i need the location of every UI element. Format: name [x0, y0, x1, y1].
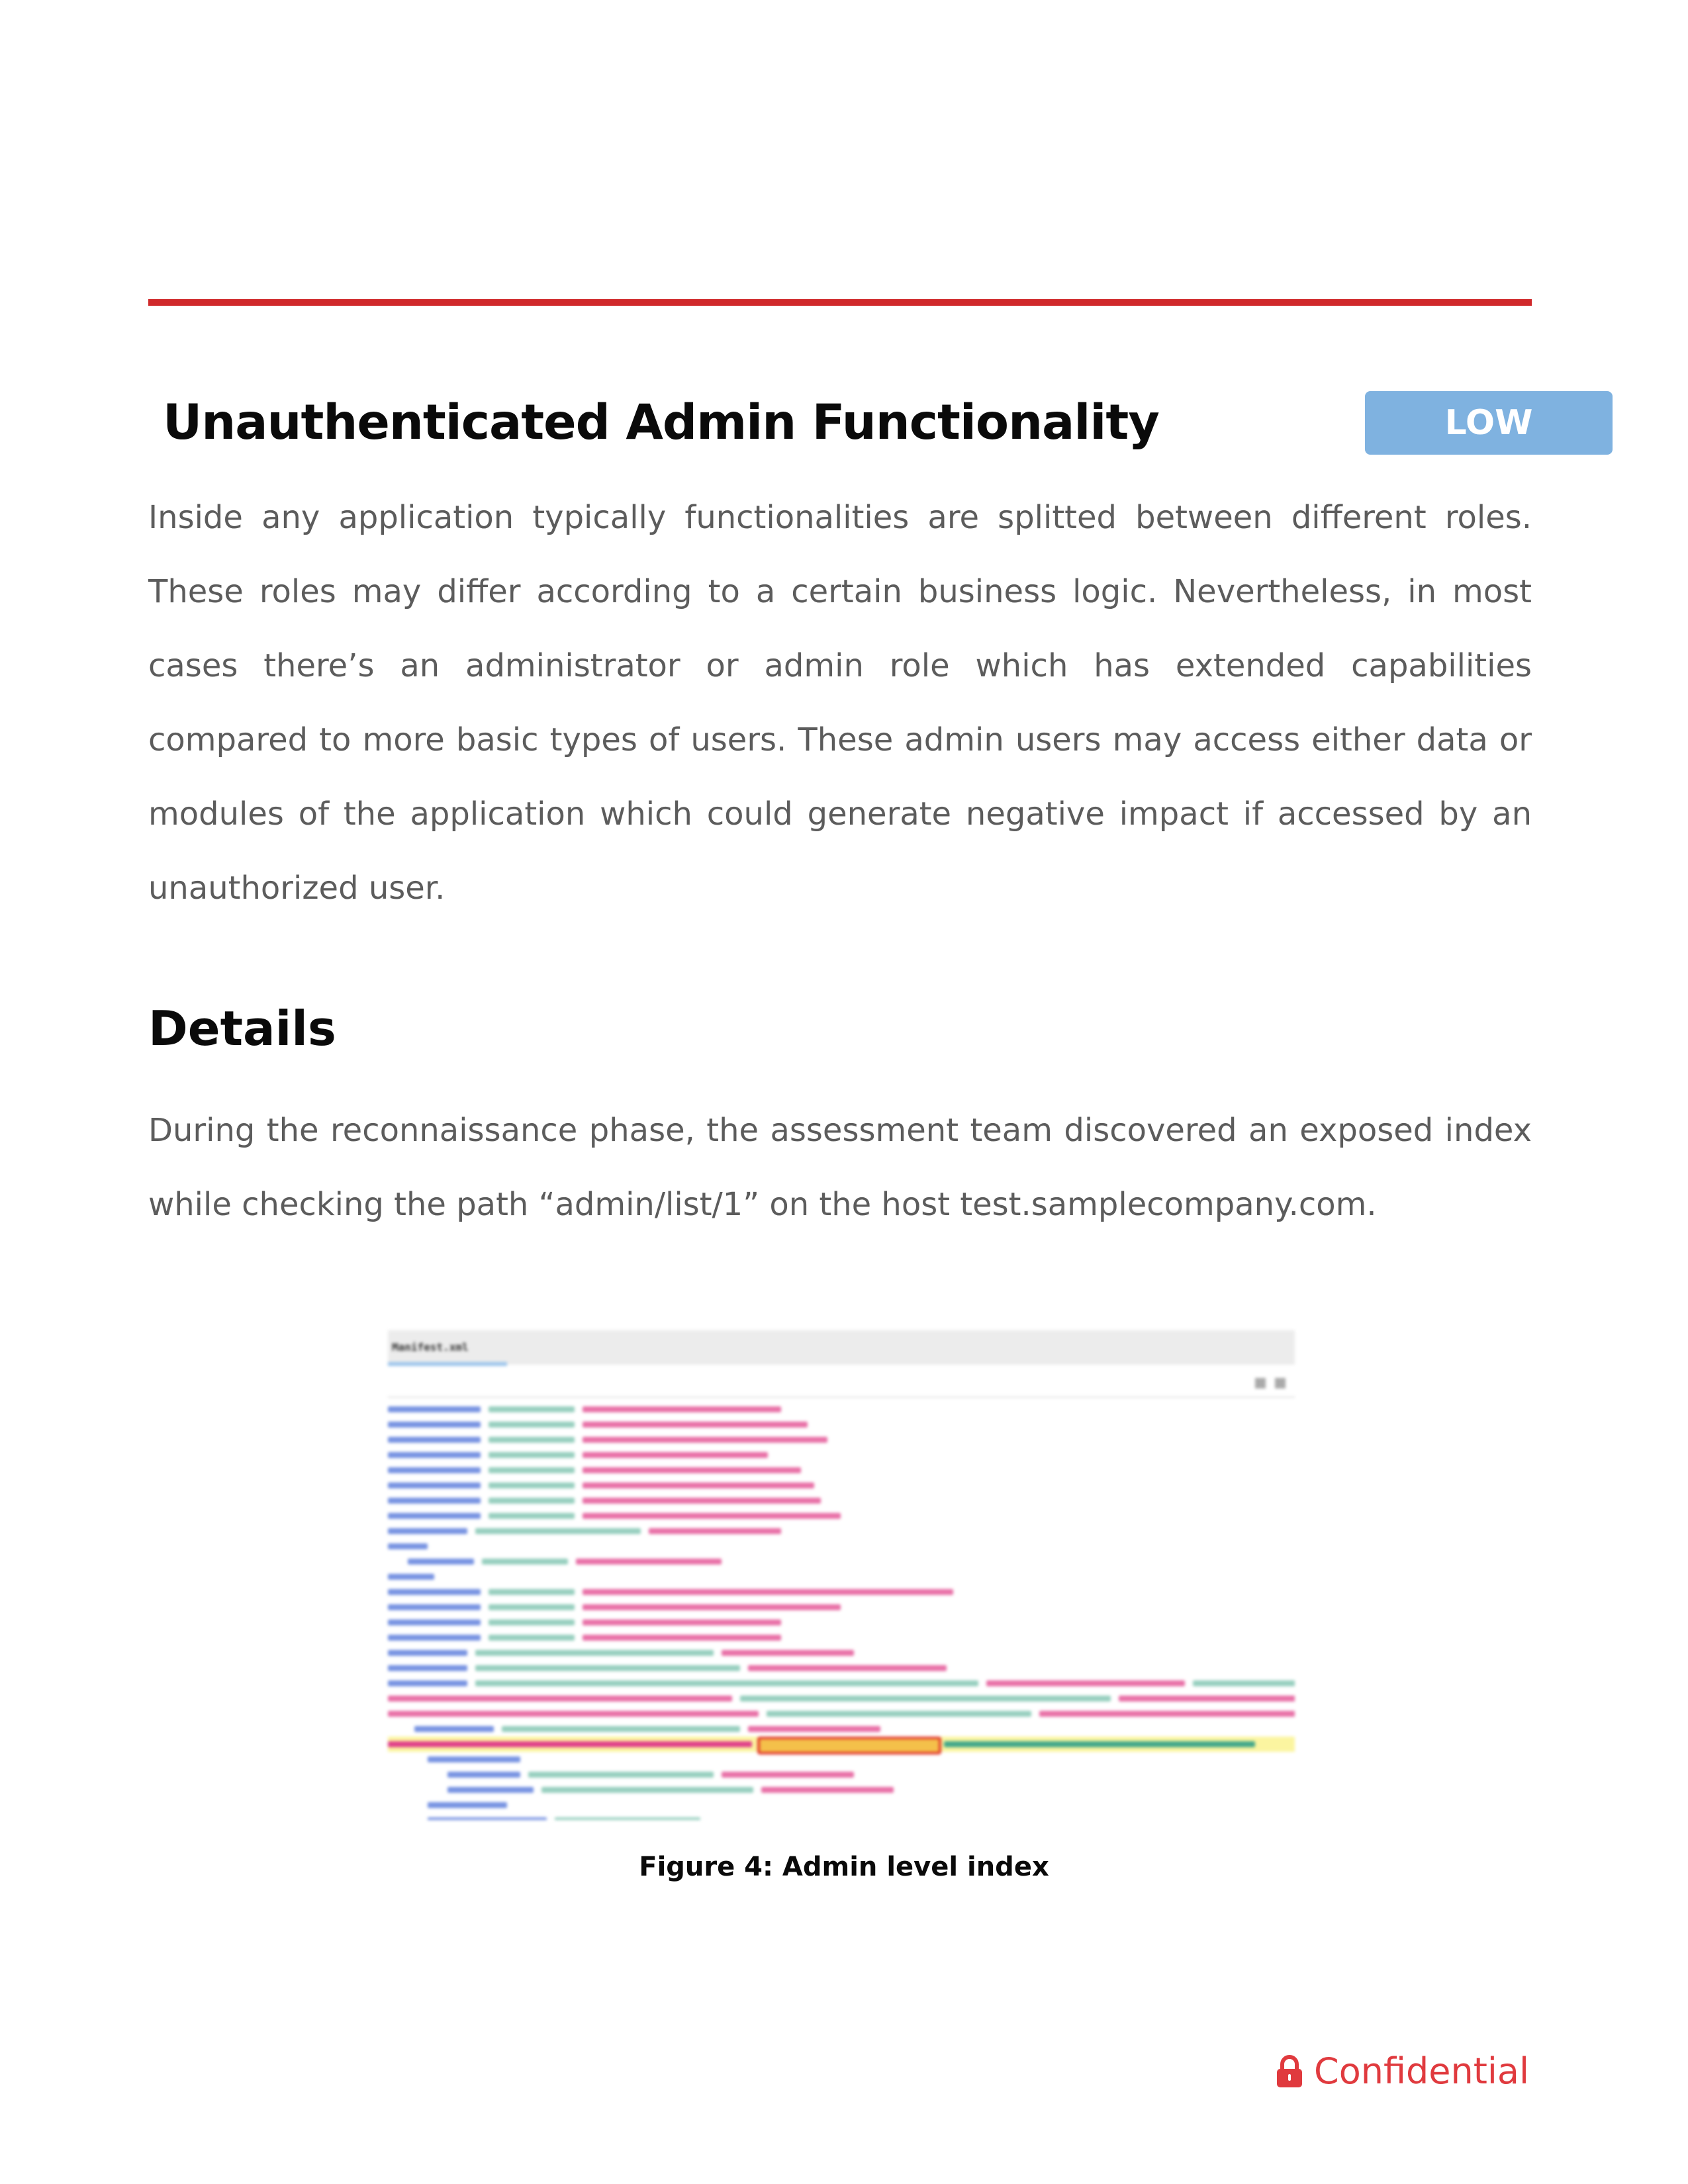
code-line	[388, 1767, 1295, 1782]
code-line	[388, 1706, 1295, 1721]
code-token	[489, 1635, 575, 1641]
code-token	[388, 1543, 428, 1549]
code-token	[475, 1665, 740, 1671]
code-token	[388, 1619, 481, 1625]
confidential-label: Confidential	[1314, 2050, 1529, 2092]
toolbar-icon	[1275, 1378, 1286, 1388]
code-token	[388, 1467, 481, 1473]
code-token	[1039, 1711, 1295, 1717]
code-line	[388, 1752, 1295, 1767]
code-token	[388, 1680, 467, 1686]
code-token	[489, 1513, 575, 1519]
code-token	[1119, 1696, 1295, 1702]
code-line	[388, 1691, 1295, 1706]
code-token	[583, 1589, 953, 1595]
active-tab-indicator	[388, 1362, 507, 1366]
code-token	[583, 1498, 821, 1504]
code-line	[388, 1493, 1295, 1508]
code-listing	[388, 1402, 1295, 1820]
code-token	[475, 1650, 714, 1656]
intro-paragraph: Inside any application typically functionalities are splitted between different roles. These roles may differ according to a certain business logic. Nevertheless, in most cases there’s an administrator or admin role which has extended capabilities compared to more basic types of users. These admin users may access either data or modules of the application which could generate negative impact if accessed by an unauthorized user.	[148, 499, 1532, 907]
editor-tab-bar	[388, 1330, 1295, 1365]
editor-toolbar	[388, 1370, 1295, 1398]
code-token	[748, 1665, 947, 1671]
code-token	[583, 1467, 801, 1473]
code-token	[489, 1467, 575, 1473]
code-token	[489, 1452, 575, 1458]
code-token	[489, 1498, 575, 1504]
lock-icon	[1276, 2054, 1303, 2089]
code-line	[388, 1524, 1295, 1539]
code-token	[388, 1513, 481, 1519]
code-token	[583, 1619, 781, 1625]
code-token	[388, 1437, 481, 1443]
code-token	[1193, 1680, 1295, 1686]
code-token	[489, 1482, 575, 1488]
code-line	[388, 1721, 1295, 1737]
code-token	[388, 1665, 467, 1671]
code-line	[388, 1554, 1295, 1569]
code-line	[388, 1813, 1295, 1820]
code-line	[388, 1797, 1295, 1813]
code-token	[428, 1817, 547, 1820]
code-token	[388, 1422, 481, 1428]
code-line	[388, 1417, 1295, 1432]
code-token	[489, 1406, 575, 1412]
code-line	[388, 1432, 1295, 1447]
code-token	[388, 1635, 481, 1641]
code-token	[986, 1680, 1185, 1686]
code-token	[583, 1604, 841, 1610]
code-token	[447, 1787, 534, 1793]
code-token	[482, 1559, 568, 1565]
code-token	[583, 1406, 781, 1412]
code-token	[489, 1422, 575, 1428]
code-line	[388, 1661, 1295, 1676]
footer	[1276, 2050, 1529, 2092]
code-token	[649, 1528, 781, 1534]
code-token	[722, 1772, 854, 1778]
code-token	[944, 1741, 1255, 1747]
code-token	[722, 1650, 854, 1656]
code-token	[388, 1589, 481, 1595]
code-token	[489, 1619, 575, 1625]
code-token	[408, 1559, 474, 1565]
code-token	[583, 1482, 814, 1488]
code-line	[388, 1402, 1295, 1417]
code-token	[748, 1726, 880, 1732]
code-line	[388, 1782, 1295, 1797]
code-line	[388, 1508, 1295, 1524]
code-token	[489, 1589, 575, 1595]
code-token	[502, 1726, 740, 1732]
admin-index-screenshot	[388, 1330, 1295, 1820]
code-token	[388, 1452, 481, 1458]
code-token	[583, 1437, 827, 1443]
code-line	[388, 1539, 1295, 1554]
code-token	[428, 1802, 507, 1808]
code-token	[740, 1696, 1111, 1702]
code-token	[489, 1437, 575, 1443]
code-line	[388, 1600, 1295, 1615]
code-token	[388, 1482, 481, 1488]
code-token	[388, 1604, 481, 1610]
code-token	[576, 1559, 722, 1565]
code-token	[388, 1711, 759, 1717]
code-token	[428, 1756, 520, 1762]
details-heading: Details	[148, 1001, 336, 1056]
code-token	[388, 1650, 467, 1656]
code-token	[414, 1726, 494, 1732]
code-token	[388, 1741, 752, 1747]
code-line	[388, 1615, 1295, 1630]
code-line	[388, 1584, 1295, 1600]
code-token	[583, 1452, 768, 1458]
code-token	[447, 1772, 520, 1778]
code-token	[528, 1772, 714, 1778]
code-token	[475, 1528, 641, 1534]
code-token	[541, 1787, 753, 1793]
code-line	[388, 1630, 1295, 1645]
code-token	[388, 1528, 467, 1534]
code-token	[388, 1406, 481, 1412]
code-token	[388, 1498, 481, 1504]
code-token	[388, 1574, 434, 1580]
code-line	[388, 1478, 1295, 1493]
code-line	[388, 1569, 1295, 1584]
figure-caption: Figure 4: Admin level index	[639, 1852, 1049, 1882]
code-line	[388, 1737, 1295, 1752]
code-line	[388, 1463, 1295, 1478]
code-token	[475, 1680, 978, 1686]
code-line	[388, 1447, 1295, 1463]
code-token	[583, 1635, 781, 1641]
severity-badge: LOW	[1365, 391, 1613, 455]
code-token	[767, 1711, 1031, 1717]
header-rule	[148, 299, 1532, 306]
code-token	[388, 1696, 732, 1702]
details-paragraph: During the reconnaissance phase, the assessment team discovered an exposed index while checking the path “admin/list/1” on the host test.samplecompany.com.	[148, 1112, 1532, 1223]
editor-tab: Manifest.xml	[392, 1341, 469, 1353]
code-line	[388, 1676, 1295, 1691]
toolbar-icon	[1255, 1378, 1266, 1388]
code-line	[388, 1645, 1295, 1661]
code-token	[489, 1604, 575, 1610]
code-token	[583, 1513, 841, 1519]
code-token	[583, 1422, 808, 1428]
code-token	[555, 1817, 700, 1820]
finding-title: Unauthenticated Admin Functionality	[163, 394, 1159, 451]
code-token	[761, 1787, 894, 1793]
